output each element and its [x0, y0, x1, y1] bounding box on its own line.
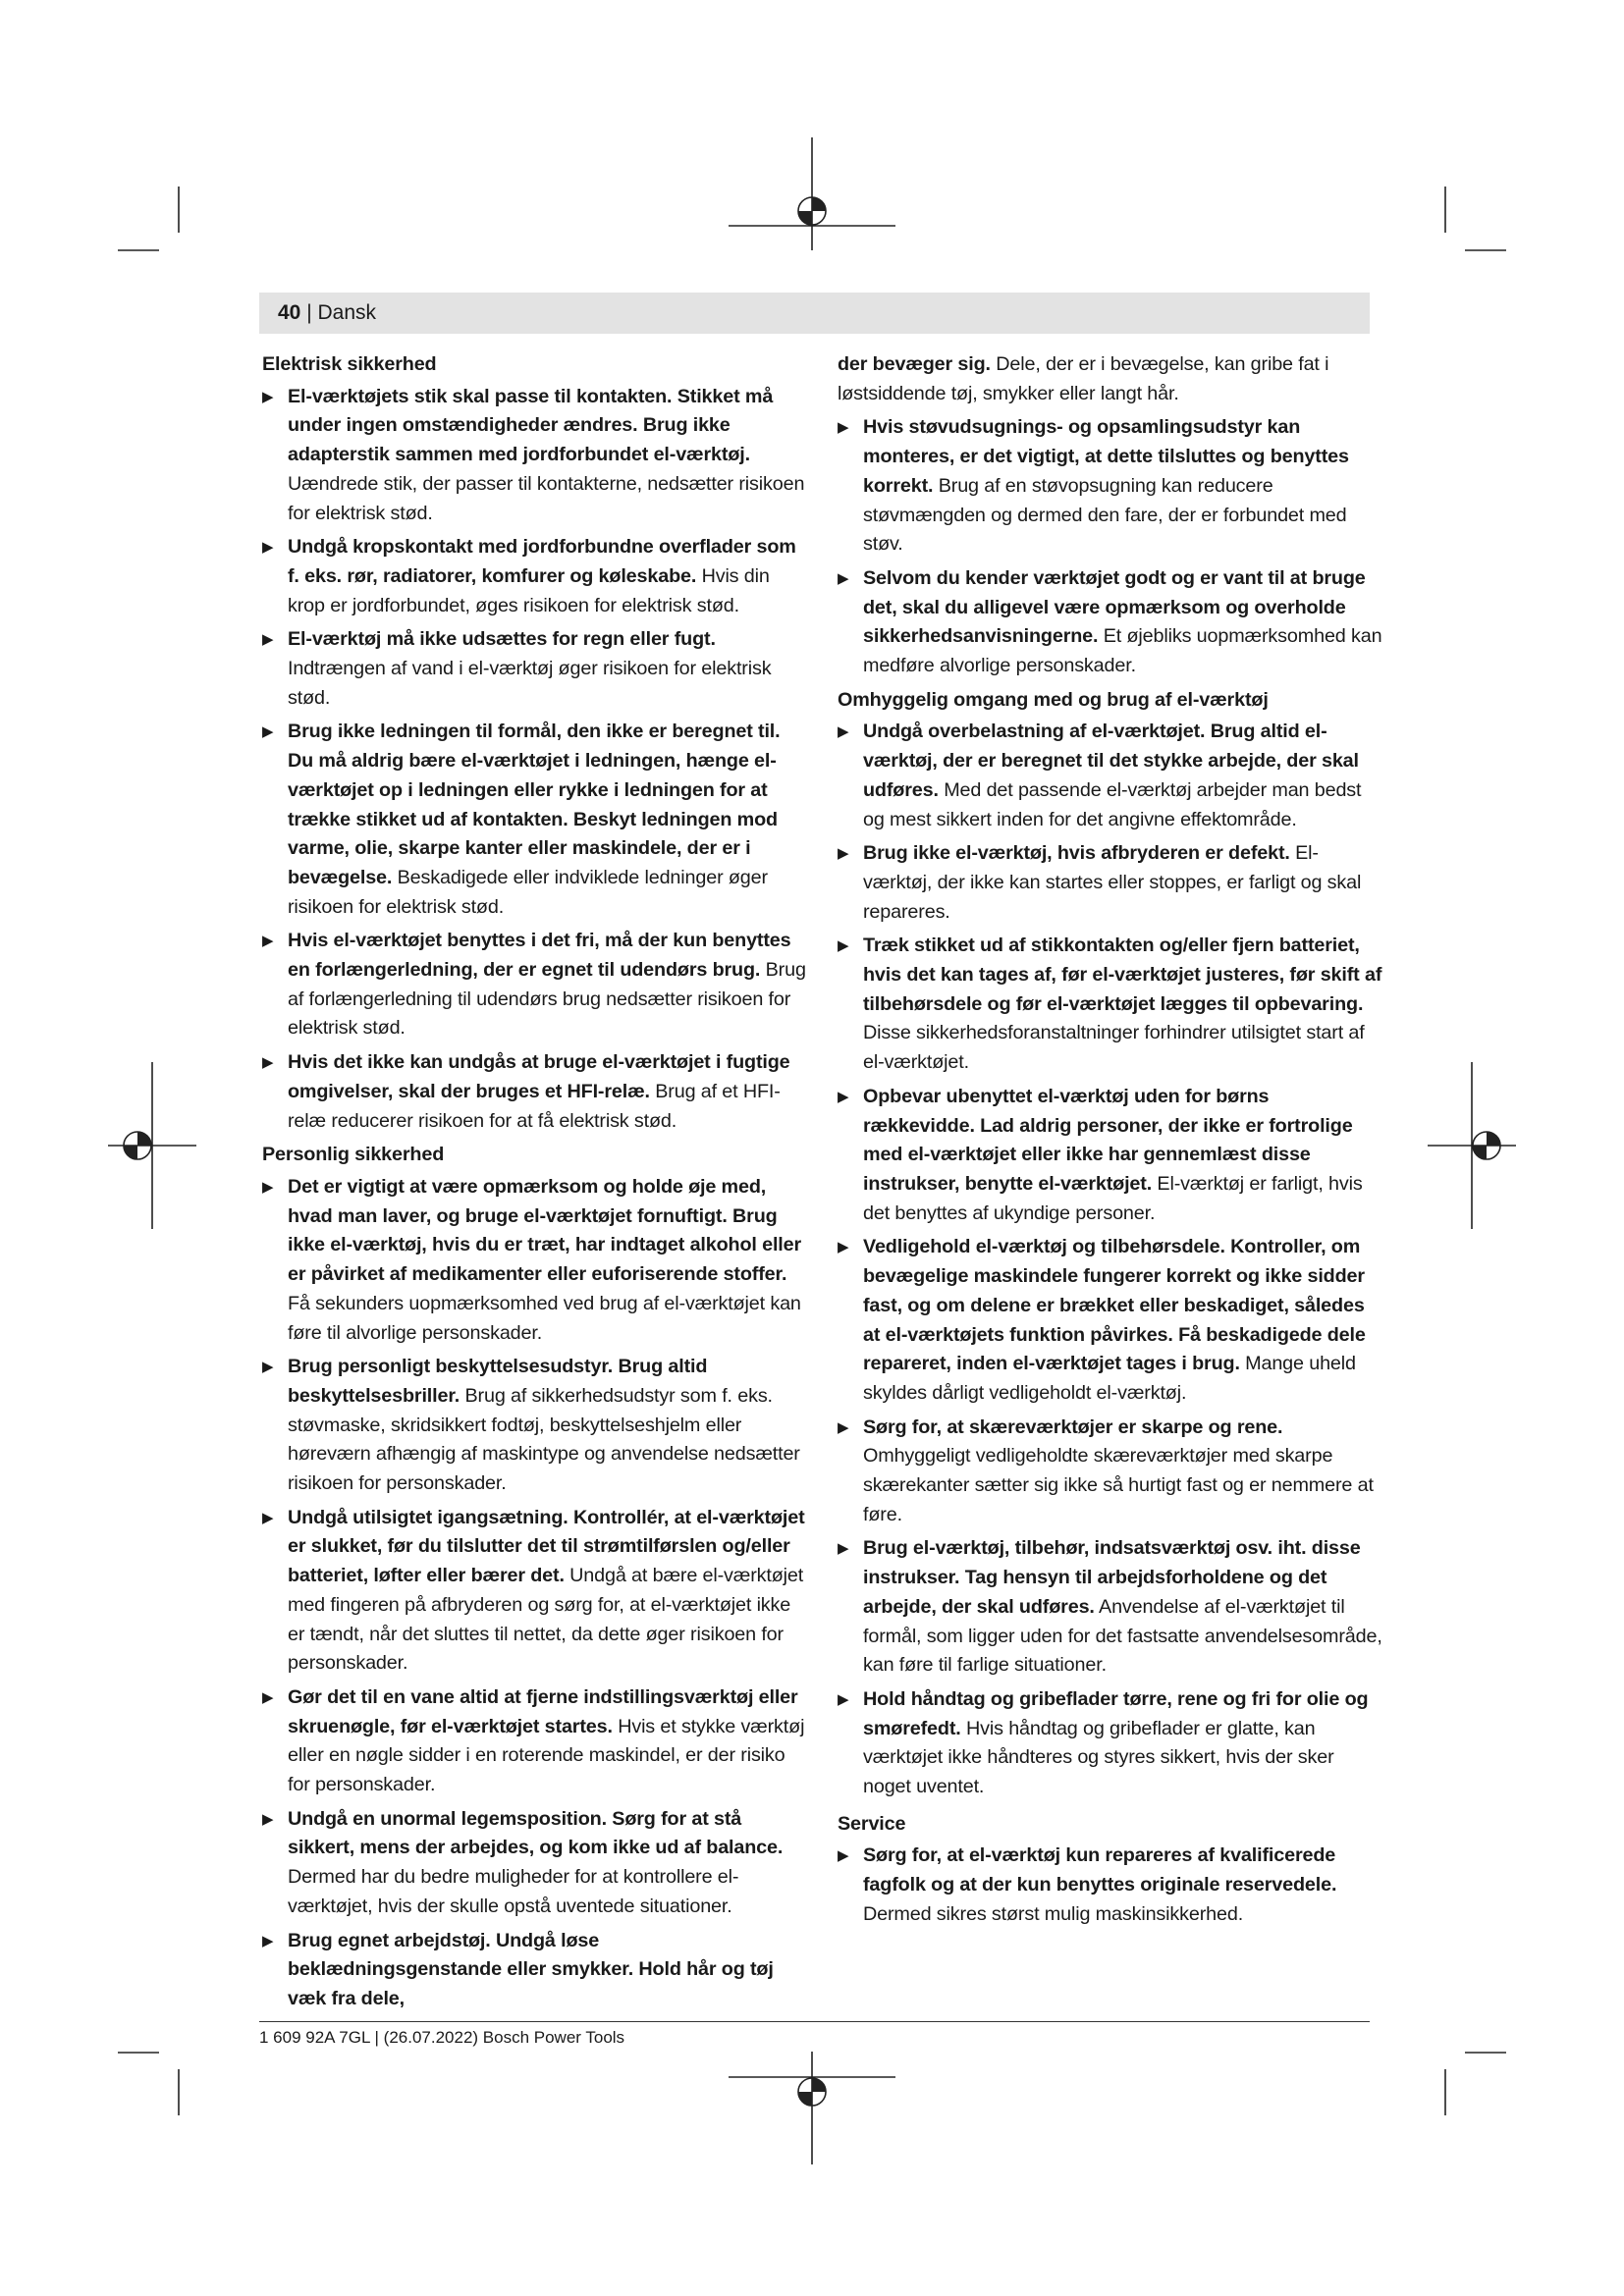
page-footer: 1 609 92A 7GL | (26.07.2022) Bosch Power Tools [259, 2028, 625, 2047]
bullet-arrow-icon: ▶ [262, 631, 274, 649]
instruction-bold-text: Hold håndtag og gribeflader tørre, rene og fri for olie og smørefedt. [863, 1687, 1369, 1739]
instruction-explanation: Disse sikkerhedsforanstaltninger forhindrer utilsigtet start af el-værktøjet. [863, 1022, 1365, 1074]
instruction-explanation: Brug af forlængerledning til udendørs brug nedsætter risikoen for elektrisk stød. [288, 959, 806, 1040]
right-column [838, 350, 1382, 1935]
instruction-explanation: Omhyggeligt vedligeholdte skæreværktøjer med skarpe skærekanter sætter sig ikke så hurtigt fast og er nemmere at føre. [863, 1445, 1374, 1525]
bullet-arrow-icon: ▶ [838, 723, 849, 741]
instruction-bold-text: Sørg for, at el-værktøj kun repareres af kvalificerede fagfolk og at der kun benyttes originale reservedele. [863, 1844, 1337, 1896]
instruction-explanation: Et øjebliks uopmærksomhed kan medføre alvorlige personskader. [863, 625, 1382, 677]
bullet-arrow-icon: ▶ [838, 1540, 849, 1558]
safety-instruction-item [262, 383, 807, 529]
footer-divider [259, 2021, 1370, 2022]
instruction-bold-text: Brug personligt beskyttelsesudstyr. Brug altid beskyttelsesbriller. [288, 1356, 708, 1407]
instruction-explanation: Undgå at bære el-værktøjet med fingeren på afbryderen og sørg for, at el-værktøjet ikke er tændt, når det sluttes til nettet, da dette øger risikoen for personskader. [288, 1565, 804, 1675]
section-title-tool-handling: Omhyggelig omgang med og brug af el-værktøj [838, 688, 1269, 711]
bullet-arrow-icon: ▶ [262, 1810, 274, 1828]
bullet-arrow-icon: ▶ [838, 1847, 849, 1865]
safety-instruction-item [262, 1173, 807, 1348]
safety-instruction-item [262, 1805, 807, 1922]
instruction-explanation: Anvendelse af el-værktøjet til formål, som ligger uden for det fastsatte anvendelsesområde, kan føre til farlige situationer. [863, 1595, 1382, 1677]
instruction-explanation: Hvis håndtag og gribeflader er glatte, kan værktøjet ikke håndteres og styres sikkert, hvis der sker noget uventet. [863, 1717, 1334, 1798]
instruction-bold-text: Sørg for, at skæreværktøjer er skarpe og rene. [863, 1415, 1283, 1438]
bullet-arrow-icon: ▶ [838, 1239, 849, 1256]
instruction-explanation: Hvis din krop er jordforbundet, øges risikoen for elektrisk stød. [288, 564, 770, 616]
instruction-bold-text: El-værktøjets stik skal passe til kontakten. Stikket må under ingen omstændigheder ændres. Brug ikke adapterstik sammen med jordforbundet el-værktøj. [288, 385, 774, 466]
bullet-arrow-icon: ▶ [262, 1932, 274, 1949]
instruction-bold-text: Opbevar ubenyttet el-værktøj uden for børns rækkevidde. Lad aldrig personer, der ikke er fortrolige med el-værktøjet eller ikke har gennemlæst disse instrukser, benytte el-værktøjet. [863, 1085, 1353, 1195]
safety-instruction-item [838, 1685, 1382, 1802]
safety-instruction-item [838, 1083, 1382, 1229]
instruction-bold-text: Brug egnet arbejdstøj. Undgå løse beklædningsgenstande eller smykker. Hold hår og tøj væk fra dele, [288, 1929, 774, 2009]
safety-instruction-item [838, 413, 1382, 560]
personal-safety-list-continued [838, 413, 1382, 680]
page-header-bar [259, 293, 1370, 334]
safety-instruction-item [838, 1414, 1382, 1530]
bullet-arrow-icon: ▶ [262, 933, 274, 950]
instruction-explanation: Brug af sikkerhedsudstyr som f. eks. støvmaske, skridsikkert fodtøj, beskyttelseshjelm eller høreværn afhængig af maskintype og anvendelse nedsætter risikoen for personskader. [288, 1384, 800, 1495]
instruction-explanation: Få sekunders uopmærksomhed ved brug af el-værktøjet kan føre til alvorlige personskader. [288, 1292, 801, 1344]
safety-instruction-item [838, 718, 1382, 834]
safety-instruction-item [262, 1504, 807, 1679]
instruction-explanation: Med det passende el-værktøj arbejder man bedst og mest sikkert inden for det angivne effektområde. [863, 778, 1362, 830]
bullet-arrow-icon: ▶ [838, 1088, 849, 1105]
instruction-explanation: Indtrængen af vand i el-værktøj øger risikoen for elektrisk stød. [288, 658, 772, 709]
safety-instruction-item [838, 1842, 1382, 1929]
continued-bold-text: der bevæger sig. [838, 353, 991, 375]
instruction-bold-text: Brug ikke el-værktøj, hvis afbryderen er defekt. [863, 842, 1290, 865]
bullet-arrow-icon: ▶ [262, 388, 274, 405]
safety-instruction-item [262, 625, 807, 713]
header-language: Dansk [317, 301, 377, 324]
section-title-service: Service [838, 1812, 906, 1835]
instruction-bold-text: Hvis støvudsugnings- og opsamlingsudstyr kan monteres, er det vigtigt, at dette tilsluttes og benyttes korrekt. [863, 416, 1349, 497]
tool-handling-list [838, 718, 1382, 1801]
instruction-explanation: Beskadigede eller indviklede ledninger øger risikoen for elektrisk stød. [288, 866, 768, 918]
bullet-arrow-icon: ▶ [262, 1054, 274, 1072]
service-list [838, 1842, 1382, 1929]
safety-instruction-item [262, 533, 807, 620]
safety-instruction-item [838, 839, 1382, 927]
bullet-arrow-icon: ▶ [838, 419, 849, 437]
section-title-personal-safety: Personlig sikkerhed [262, 1144, 445, 1166]
instruction-explanation: Brug af et HFI-relæ reducerer risikoen for at få elektrisk stød. [288, 1080, 781, 1132]
instruction-explanation: El-værktøj er farligt, hvis det benyttes af ukyndige personer. [863, 1172, 1363, 1224]
safety-instruction-item [262, 718, 807, 922]
instruction-bold-text: Træk stikket ud af stikkontakten og/eller fjern batteriet, hvis det kan tages af, før el-værktøjet justeres, før skift af tilbehørsdele og før el-værktøjet lægges til opbevaring. [863, 934, 1382, 1015]
instruction-bold-text: Undgå utilsigtet igangsætning. Kontrollér, at el-værktøjet er slukket, før du tilslutter det til strømtilførslen og/eller batteriet, løfter eller bærer det. [288, 1506, 805, 1587]
bullet-arrow-icon: ▶ [838, 937, 849, 955]
instruction-explanation: Hvis et stykke værktøj eller en nøgle sidder i en roterende maskindel, er der risiko for personskader. [288, 1715, 805, 1796]
safety-instruction-item [838, 932, 1382, 1078]
bullet-arrow-icon: ▶ [262, 1359, 274, 1376]
instruction-bold-text: Selvom du kender værktøjet godt og er vant til at bruge det, skal du alligevel være opmærksom og overholde sikkerhedsanvisningerne. [863, 566, 1366, 648]
instruction-explanation: Dermed har du bedre muligheder for at kontrollere el-værktøjet, hvis der skulle opstå uventede situationer. [288, 1866, 739, 1917]
instruction-bold-text: Undgå overbelastning af el-værktøjet. Brug altid el-værktøj, der er beregnet til det stykke arbejde, der skal udføres. [863, 721, 1359, 801]
safety-instruction-item [262, 1683, 807, 1800]
safety-instruction-item [262, 927, 807, 1043]
page-number: 40 [278, 301, 301, 324]
left-column [262, 350, 807, 2019]
continued-paragraph [838, 350, 1382, 408]
instruction-bold-text: Undgå kropskontakt med jordforbundne overflader som f. eks. rør, radiatorer, komfurer og køleskabe. [288, 536, 796, 587]
safety-instruction-item [838, 1534, 1382, 1681]
safety-instruction-item [262, 1927, 807, 2014]
bullet-arrow-icon: ▶ [262, 1509, 274, 1526]
instruction-bold-text: Det er vigtigt at være opmærksom og holde øje med, hvad man laver, og bruge el-værktøjet fornuftigt. Brug ikke el-værktøj, hvis du er træt, har indtaget alkohol eller er påvirket af medikamenter eller euforiserende stoffer. [288, 1175, 802, 1286]
instruction-explanation: El-værktøj, der ikke kan startes eller stoppes, er farligt og skal repareres. [863, 842, 1362, 923]
safety-instruction-item [838, 564, 1382, 681]
instruction-explanation: Brug af en støvopsugning kan reducere støvmængden og dermed den fare, der er forbundet med støv. [863, 474, 1347, 556]
safety-instruction-item [262, 1353, 807, 1499]
bullet-arrow-icon: ▶ [262, 1178, 274, 1196]
instruction-bold-text: Brug el-værktøj, tilbehør, indsatsværktøj osv. iht. disse instrukser. Tag hensyn til arbejdsforholdene og det arbejde, der skal udføres. [863, 1537, 1361, 1618]
instruction-bold-text: Vedligehold el-værktøj og tilbehørsdele. Kontroller, om bevægelige maskindele fungerer korrekt og ikke sidder fast, og om delene er brækket eller beskadiget, således at el-værktøjets funktion påvirkes. Få beskadigede dele repareret, inden el-værktøjet tages i brug. [863, 1236, 1366, 1375]
section-title-electrical-safety: Elektrisk sikkerhed [262, 353, 437, 375]
bullet-arrow-icon: ▶ [838, 569, 849, 587]
bullet-arrow-icon: ▶ [838, 1418, 849, 1436]
instruction-bold-text: El-værktøj må ikke udsættes for regn eller fugt. [288, 628, 716, 651]
instruction-bold-text: Undgå en unormal legemsposition. Sørg for at stå sikkert, mens der arbejdes, og kom ikke ud af balance. [288, 1807, 784, 1859]
header-separator: | [300, 301, 318, 324]
personal-safety-list [262, 1173, 807, 2014]
instruction-explanation: Mange uheld skyldes dårligt vedligeholdt el-værktøj. [863, 1353, 1356, 1404]
instruction-bold-text: Gør det til en vane altid at fjerne indstillingsværktøj eller skruenøgle, før el-værktøjet startes. [288, 1685, 798, 1737]
bullet-arrow-icon: ▶ [838, 845, 849, 863]
instruction-bold-text: Hvis el-værktøjet benyttes i det fri, må der kun benyttes en forlængerledning, der er egnet til udendørs brug. [288, 930, 791, 982]
page-header [278, 300, 376, 326]
instruction-explanation: Dermed sikres størst mulig maskinsikkerhed. [863, 1902, 1244, 1925]
bullet-arrow-icon: ▶ [262, 539, 274, 557]
instruction-explanation: Uændrede stik, der passer til kontakterne, nedsætter risikoen for elektrisk stød. [288, 472, 805, 524]
electrical-safety-list [262, 383, 807, 1137]
safety-instruction-item [838, 1233, 1382, 1408]
continued-text: Dele, der er i bevægelse, kan gribe fat i løstsiddende tøj, smykker eller langt hår. [838, 353, 1329, 404]
bullet-arrow-icon: ▶ [838, 1690, 849, 1708]
safety-instruction-item [262, 1048, 807, 1136]
bullet-arrow-icon: ▶ [262, 1688, 274, 1706]
bullet-arrow-icon: ▶ [262, 723, 274, 741]
instruction-bold-text: Hvis det ikke kan undgås at bruge el-værktøjet i fugtige omgivelser, skal der bruges et HFI-relæ. [288, 1051, 790, 1102]
instruction-bold-text: Brug ikke ledningen til formål, den ikke er beregnet til. Du må aldrig bære el-værktøjet i ledningen, hænge el-værktøjet op i ledningen eller rykke i ledningen for at trække stikket ud af kontakten. Beskyt ledningen mod varme, olie, skarpe kanter eller maskindele, der er i bevægelse. [288, 721, 781, 888]
